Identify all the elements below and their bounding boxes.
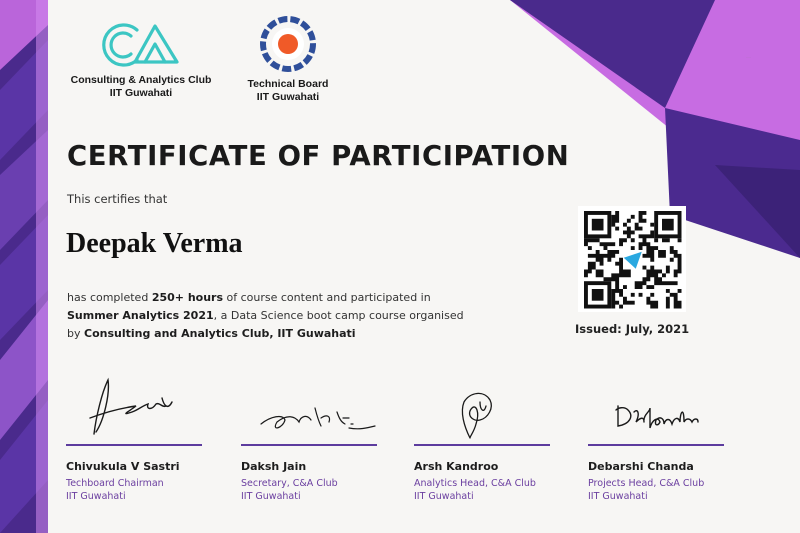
signatory-org: IIT Guwahati	[241, 490, 301, 502]
signature-line	[66, 444, 202, 446]
certifies-text: This certifies that	[67, 192, 168, 206]
program-name: Summer Analytics 2021	[67, 309, 214, 322]
signatory-org: IIT Guwahati	[414, 490, 474, 502]
signature-line	[241, 444, 377, 446]
qr-code-icon	[578, 206, 686, 312]
signatory-3	[414, 372, 554, 503]
signatory-name: Chivukula V Sastri	[66, 460, 180, 473]
ca-club-logo-icon	[91, 18, 191, 70]
signature-sastri	[66, 372, 206, 442]
signatory-role: Secretary, C&A Club	[241, 478, 338, 489]
ca-club-name: Consulting & Analytics Club	[70, 74, 212, 86]
signatory-name: Arsh Kandroo	[414, 460, 499, 473]
signatory-org: IIT Guwahati	[66, 490, 126, 502]
signature-kandroo	[414, 372, 554, 442]
tiny-mark: ·····	[746, 55, 751, 59]
technical-board-logo-block	[238, 14, 338, 104]
signature-chanda	[588, 372, 728, 442]
issued-date: Issued: July, 2021	[575, 322, 690, 336]
signatory-name: Daksh Jain	[241, 460, 307, 473]
signatory-role: Projects Head, C&A Club	[588, 478, 705, 489]
technical-board-institute: IIT Guwahati	[256, 91, 320, 103]
body-part-3: , a Data Science boot camp course organised	[213, 309, 464, 322]
organizer-name: Consulting and Analytics Club, IIT Guwahati	[84, 327, 356, 340]
signatory-2	[241, 372, 381, 503]
hours-value: 250+ hours	[151, 291, 224, 304]
left-decorative-band	[0, 0, 48, 533]
ca-club-logo-block	[62, 18, 220, 100]
signatory-org: IIT Guwahati	[588, 490, 648, 502]
signature-jain	[241, 372, 381, 442]
signatory-role: Techboard Chairman	[66, 478, 164, 489]
certificate-title: CERTIFICATE OF PARTICIPATION	[67, 140, 570, 172]
technical-board-name: Technical Board	[247, 78, 329, 90]
signatory-1	[66, 372, 206, 503]
signatory-name: Debarshi Chanda	[588, 460, 694, 473]
signatory-4	[588, 372, 728, 503]
signatory-role: Analytics Head, C&A Club	[414, 478, 536, 489]
certificate-body	[67, 289, 487, 343]
signature-line	[414, 444, 550, 446]
body-part-4: by	[67, 327, 84, 340]
recipient-name: Deepak Verma	[66, 228, 243, 259]
signature-line	[588, 444, 724, 446]
qr-code-graphic	[578, 206, 686, 312]
body-part-1: has completed	[67, 291, 152, 304]
body-part-2: of course content and participated in	[223, 291, 431, 304]
technical-board-logo-icon	[260, 14, 316, 74]
ca-club-institute: IIT Guwahati	[109, 87, 173, 99]
